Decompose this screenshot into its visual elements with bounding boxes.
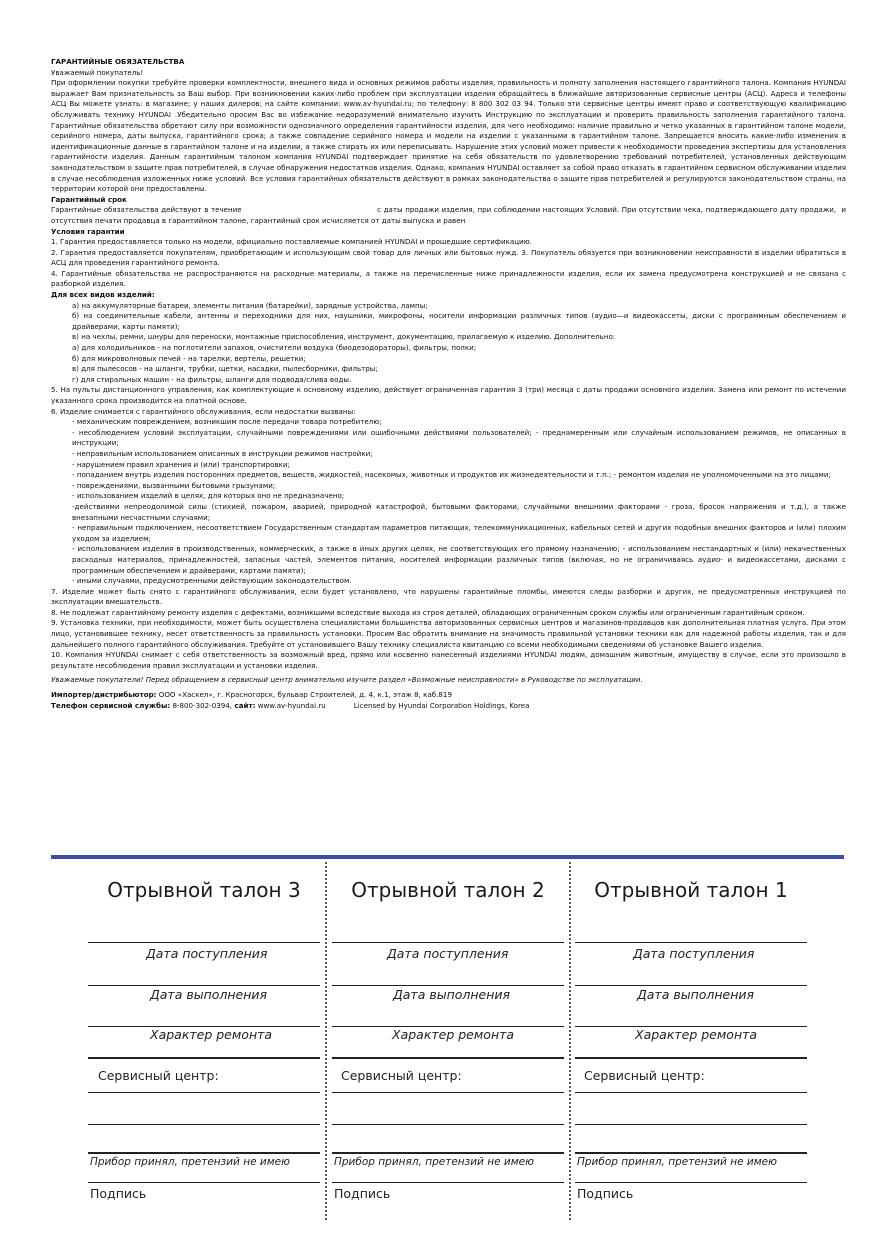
greeting: Уважаемый покупатель! [51, 67, 144, 77]
tear-off-coupon-1 [575, 862, 807, 1222]
section-separator [51, 855, 844, 859]
condition-6: 6. Изделие снимается с гарантийного обслуживания, если недостатки вызваны: [51, 406, 356, 416]
divider-line [575, 1057, 807, 1059]
list-item: - попаданием внутрь изделия посторонних предметов, веществ, жидкостей, насекомых, животных и продуктов их жизнедеятельности и т.п.; - ремонтом изделия не уполномоченными на это лицами; [72, 470, 831, 480]
divider-line [332, 1124, 564, 1125]
intro-paragraph: При оформлении покупки требуйте проверки комплектности, внешнего вида и основных режимов работы изделия, правильность и полноту заполнения настоящего гарантийного талона. Компания HYUNDAI выражает Вам признательность за Ваш выбор. При возникновении каких-либо проблем при эксплуатации изделия обращайтесь в ближайшие авторизованные сервисные центры (АСЦ). Адреса и телефоны АСЦ Вы можете узнать: в магазине; у наших дилеров; на сайте компании: www.av-hyundai.ru; по телефону: 8 800 302 03 94. Только эти сервисные центры имеют право и соответствующую квалификацию обслуживать технику HYUNDAI .Убедительно просим Вас во избежание недоразумений внимательно изучить Инструкцию по эксплуатации и проверить правильность заполнения гарантийного талона. Гарантийные обязательства обретают силу при возможности однозначного определения гарантийности изделия, для чего необходимо: наличие правильно и четко указанных в гарантийном талоне модели, серийного номера, даты выпуска, гарантийного срока; а также совпадение серийного номера и модели на изделии с указанными в гарантийном талоне. Запрещается вносить какие-либо изменения в идентификационные данные в гарантийном талоне и на изделии, а также стирать их или переписывать. Нарушение этих условий может привести к необходимости проведения экспертизы для установления гарантийности изделия. Данным гарантийным талоном компания HYUNDAI подтверждает принятие на себя обязательств по удовлетворению требований потребителей, установленных действующим законодательством о защите прав потребителей, в случае обнаружения недостатков изделия. Однако, компания HYUNDAI оставляет за собой право отказать в гарантийном сервисном обслуживании изделия в случае несоблюдения изложенных ниже условий. Все условия гарантийных обязательств действуют в рамках законодательства о защите прав потребителей и регулируются законодательством страны, на территории которой они предоставлены. [51, 78, 846, 194]
signature-line [88, 1182, 320, 1183]
list-item: б) для микроволновых печей - на тарелки, вертелы, решетки; [72, 353, 306, 363]
license-text: Licensed by Hyundai Corporation Holdings, Korea [353, 700, 530, 710]
phone-value: 8-800-302-0394, [170, 700, 233, 710]
list-item: - неправильным подключением, несоответствием Государственным стандартам параметров питающих, телекоммуникационных, кабельных сетей и других подобных внешних факторов и (или) плохим уходом за изделием; [72, 523, 846, 543]
term-paragraph: Гарантийные обязательства действуют в течение с даты продажи изделия, при соблюдении настоящих Условий. При отсутствии чека, подтверждающего дату продажи, и отсутствия печати продавца в гарантийном талоне, гарантийный срок исчисляется от даты выпуска и равен [51, 205, 849, 225]
phone-label: Телефон сервисной службы: [51, 700, 171, 710]
list-item: а) на аккумуляторные батареи, элементы питания (батарейки), зарядные устройства, лампы; [72, 300, 428, 310]
condition-2: 2. Гарантия предоставляется покупателям, приобретающим и использующим свой товар для личных или бытовых нужд. 3. Покупатель обязуется при возникновении неисправности в изделии обратиться в АСЦ для проведения гарантийного ремонта. [51, 247, 846, 268]
divider-line [332, 1152, 564, 1154]
divider-line [88, 942, 320, 943]
condition-5: 5. На пульты дистанционного управления, как комплектующие к основному изделию, действует ограниченная гарантия 3 (три) месяца с даты продажи основного изделия. Замена или ремонт по истечении указанного срока производится на платной основе. [51, 385, 846, 405]
tear-off-coupon-3 [88, 862, 320, 1222]
signature-label: Подпись [334, 1186, 391, 1201]
list-item: - несоблюдением условий эксплуатации, случайными повреждениями или ошибочными действиями пользователей; - преднамеренным или случайным использованием режимов, не описанных в инструкции; [72, 427, 846, 448]
list-item: а) для холодильников - на поглотители запахов, очистители воздуха (биодезодораторы), фильтры, полки; [72, 343, 477, 353]
divider-line [575, 985, 807, 986]
divider-line [88, 985, 320, 986]
completion-date-label: Дата выполнения [150, 987, 268, 1002]
condition-8: 8. Не подлежат гарантийному ремонту изделия с дефектами, возникшими вследствие выхода из строя деталей, обладающих ограниченным сроком службы или ограниченным гарантийным сроком. [51, 607, 805, 617]
list-item: - иными случаями, предусмотренными действующим законодательством. [72, 576, 352, 586]
list-item: - использованием изделий в целях, для которых оно не предназначено; [72, 491, 345, 501]
divider-line [332, 1057, 564, 1059]
all-products-heading: Для всех видов изделий: [51, 290, 155, 300]
tear-line[interactable] [325, 862, 327, 1220]
service-center-label: Сервисный центр: [98, 1068, 219, 1083]
list-item: - повреждениями, вызванными бытовыми грызунами; [72, 480, 276, 490]
divider-line [88, 1152, 320, 1154]
service-note: Уважаемые покупатели! Перед обращением в сервисный центр внимательно изучите раздел «Возможные неисправности» в Руководстве по эксплуатации. [51, 675, 643, 685]
divider-line [332, 1092, 564, 1093]
divider-line [332, 985, 564, 986]
warranty-text [51, 57, 849, 711]
list-item: -действиями непреодолимой силы (стихией, пожаром, аварией, природной катастрофой, бытовыми факторами, случайными внешними факторами - гроза, бросок напряжения и т.д.), а также внезапными несчастными случаями; [72, 501, 846, 522]
term-heading: Гарантийный срок [51, 194, 127, 204]
coupon-title: Отрывной талон 3 [107, 878, 301, 902]
divider-line [575, 1152, 807, 1154]
repair-type-label: Характер ремонта [635, 1027, 758, 1042]
condition-7: 7. Изделие может быть снято с гарантийного обслуживания, если будет установлено, что нарушены гарантийные пломбы, имеются следы разборки и других, не предусмотренных инструкцией по эксплуатации вмешательств. [51, 586, 846, 607]
tear-line[interactable] [569, 862, 571, 1220]
list-item: - использованием изделия в производственных, коммерческих, а также в иных других целях, не соответствующих его прямому назначению; - использованием нестандартных и (или) некачественных расходных материалов, принадлежностей, запасных частей, элементов питания, носителей информации различных типов (включая, но не ограничиваясь аудио- и видеокассетами, дисками с программным обеспечением и драйверами, картами памяти); [72, 544, 846, 575]
contact-line [51, 701, 846, 712]
completion-date-label: Дата выполнения [393, 987, 511, 1002]
list-item: г) для стиральных машин - на фильтры, шланги для подвода/слива воды. [72, 374, 352, 384]
list-item: - нарушением правил хранения и (или) транспортировки; [72, 459, 290, 469]
condition-4: 4. Гарантийные обязательства не распространяются на расходные материалы, а также на перечисленные ниже принадлежности изделия, если их замена предусмотрена конструкцией и не связана с разборкой изделия. [51, 268, 846, 289]
service-center-label: Сервисный центр: [341, 1068, 462, 1083]
receipt-date-label: Дата поступления [146, 946, 268, 961]
list-item: - механическим повреждением, возникшим после передачи товара потребителю; [72, 417, 382, 427]
list-item: б) на соединительные кабели, антенны и переходники для них, наушники, микрофоны, носители информации различных типов (аудио—и видеокассеты, диски с программным обеспечением и драйверами, карты памяти); [72, 311, 846, 331]
accepted-label: Прибор принял, претензий не имею [577, 1156, 777, 1168]
divider-line [332, 942, 564, 943]
list-item: в) для пылесосов - на шланги, трубки, щетки, насадки, пылесборники, фильтры; [72, 364, 378, 374]
accepted-label: Прибор принял, претензий не имею [90, 1156, 290, 1168]
importer-label: Импортер/дистрибьютор: [51, 690, 157, 700]
receipt-date-label: Дата поступления [387, 946, 509, 961]
site-value: www.av-hyundai.ru [255, 700, 326, 710]
list-item: - неправильным использованием описанных в инструкции режимов настройки; [72, 448, 373, 458]
signature-line [332, 1182, 564, 1183]
importer-line [51, 690, 846, 701]
divider-line [575, 1124, 807, 1125]
signature-line [575, 1182, 807, 1183]
warranty-heading: ГАРАНТИЙНЫЕ ОБЯЗАТЕЛЬСТВА [51, 57, 185, 66]
completion-date-label: Дата выполнения [637, 987, 755, 1002]
condition-10: 10. Компания HYUNDAI снимает с себя ответственность за возможный вред, прямо или косвенно нанесенный изделиями HYUNDAI людям, домашним животным, имуществу в случае, если это произошло в результате несоблюдения правил эксплуатации и установки изделия. [51, 650, 846, 670]
coupon-title: Отрывной талон 1 [594, 878, 788, 902]
signature-label: Подпись [577, 1186, 634, 1201]
divider-line [88, 1092, 320, 1093]
repair-type-label: Характер ремонта [392, 1027, 515, 1042]
coupon-title: Отрывной талон 2 [351, 878, 545, 902]
receipt-date-label: Дата поступления [633, 946, 755, 961]
condition-9: 9. Установка техники, при необходимости, может быть осуществлена специалистами большинства авторизованных сервисных центров и магазинов-продавцов как дополнительная платная услуга. При этом лицо, установившее технику, несет ответственность за правильность установки. Просим Вас обратить внимание на значимость правильной установки техники как для надежной работы изделия, так и для дальнейшего полного гарантийного обслуживания. Требуйте от установившего Вашу технику специалиста квитанцию со всеми необходимыми сведениями об установке Вашего изделия. [51, 618, 846, 649]
divider-line [88, 1057, 320, 1059]
list-item: в) на чехлы, ремни, шнуры для переноски, монтажные приспособления, инструмент, документацию, прилагаемую к изделию. Дополнительно: [72, 332, 616, 342]
divider-line [575, 1092, 807, 1093]
accepted-label: Прибор принял, претензий не имею [334, 1156, 534, 1168]
divider-line [88, 1124, 320, 1125]
condition-1: 1. Гарантия предоставляется только на модели, официально поставляемые компанией HYUNDAI и прошедшие сертификацию. [51, 237, 532, 247]
conditions-heading: Условия гарантии [51, 226, 125, 236]
divider-line [575, 942, 807, 943]
tear-off-coupon-2 [332, 862, 564, 1222]
signature-label: Подпись [90, 1186, 147, 1201]
service-center-label: Сервисный центр: [584, 1068, 705, 1083]
repair-type-label: Характер ремонта [150, 1027, 273, 1042]
site-label: сайт: [232, 700, 256, 710]
importer-text: ООО «Хаскел», г. Красногорск, бульвар Строителей, д. 4, к.1, этаж 8, каб.819 [156, 690, 452, 700]
